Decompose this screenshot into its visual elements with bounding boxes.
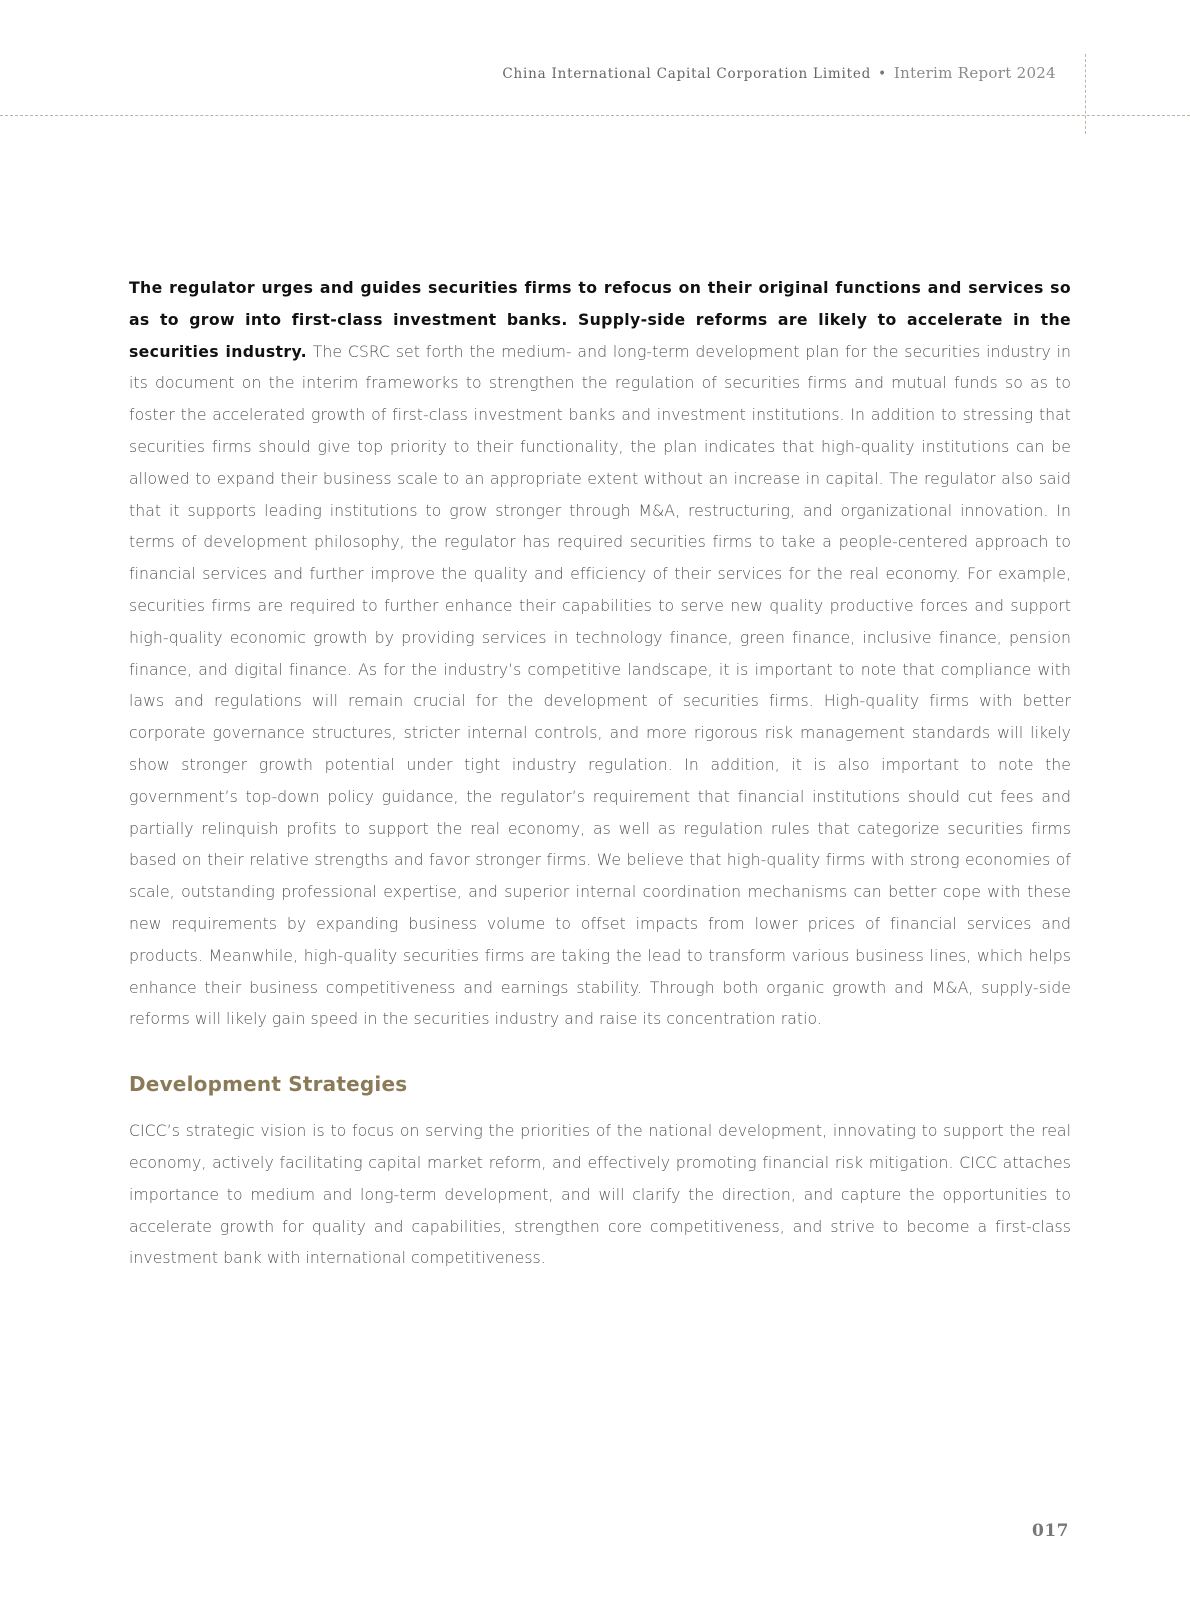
header-separator: • — [878, 66, 887, 82]
header-company: China International Capital Corporation Limited — [502, 66, 872, 82]
running-header — [502, 64, 1056, 82]
crop-mark — [1085, 54, 1088, 134]
section-heading: Development Strategies — [129, 1072, 408, 1097]
strategy-paragraph: CICC’s strategic vision is to focus on serving the priorities of the national development, innovating to support the real economy, actively facilitating capital market reform, and effectively promoting financial risk mitigation. CICC attaches importance to medium and long-term development, and will clarify the direction, and capture the opportunities to accelerate growth for quality and capabilities, strengthen core competitiveness, and strive to become a first-class investment bank with international competitiveness. — [129, 1121, 1071, 1268]
page-number: 017 — [1032, 1521, 1069, 1541]
lead-bold-sentence: The regulator urges and guides securities firms to refocus on their original functions and services so as to grow into first-class investment banks. Supply-side reforms are likely to accelerate in the securities industry. — [129, 278, 1071, 361]
header-report-title: Interim Report 2024 — [893, 64, 1056, 82]
industry-paragraph — [129, 272, 1071, 1035]
main-content — [129, 272, 1071, 1274]
industry-paragraph-text: The CSRC set forth the medium- and long-term development plan for the securities industry in its document on the interim frameworks to strengthen the regulation of securities firms and mutual funds so as to foster the accelerated growth of first-class investment banks and investment institutions. In addition to stressing that securities firms should give top priority to their functionality, the plan indicates that high-quality institutions can be allowed to expand their business scale to an appropriate extent without an increase in capital. The regulator also said that it supports leading institutions to grow stronger through M&A, restructuring, and organizational innovation. In terms of development philosophy, the regulator has required securities firms to take a people-centered approach to financial services and further improve the quality and efficiency of their services for the real economy. For example, securities firms are required to further enhance their capabilities to serve new quality productive forces and support high-quality economic growth by providing services in technology finance, green finance, inclusive finance, pension finance, and digital finance. As for the industry’s competitive landscape, it is important to note that compliance with laws and regulations will remain crucial for the development of securities firms. High-quality firms with better corporate governance structures, stricter internal controls, and more rigorous risk management standards will likely show stronger growth potential under tight industry regulation. In addition, it is also important to note the government’s top-down policy guidance, the regulator’s requirement that financial institutions should cut fees and partially relinquish profits to support the real economy, as well as regulation rules that categorize securities firms based on their relative strengths and favor stronger firms. We believe that high-quality firms with strong economies of scale, outstanding professional expertise, and superior internal coordination mechanisms can better cope with these new requirements by expanding business volume to offset impacts from lower prices of financial services and products. Meanwhile, high-quality securities firms are taking the lead to transform various business lines, which helps enhance their business competitiveness and earnings stability. Through both organic growth and M&A, supply-side reforms will likely gain speed in the securities industry and raise its concentration ratio. — [129, 341, 1071, 1029]
header-dashed-rule — [0, 115, 1190, 116]
